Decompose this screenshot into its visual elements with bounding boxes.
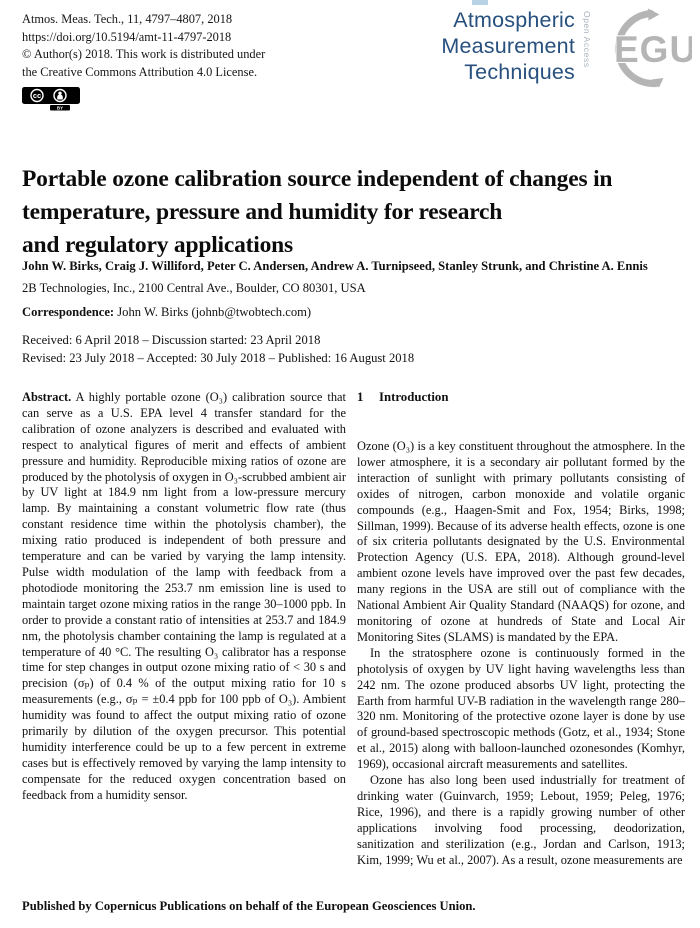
author-list: John W. Birks, Craig J. Williford, Peter C. Andersen, Andrew A. Turnipseed, Stanley Strunk, and Christine A. Ennis — [22, 259, 648, 273]
dates-received-line: Received: 6 April 2018 – Discussion started: 23 April 2018 — [22, 333, 321, 347]
title-line: Portable ozone calibration source independent of changes in — [22, 166, 613, 192]
title-line: temperature, pressure and humidity for research — [22, 199, 503, 225]
journal-name-line: Measurement — [441, 34, 575, 58]
journal-name-line: Atmospheric — [453, 8, 575, 32]
section-heading-introduction — [357, 390, 685, 405]
section-number: 1 — [357, 390, 364, 404]
intro-paragraph: Ozone has also long been used industrially for treatment of drinking water (Guinvarch, 1959; Lebout, 1959; Peleg, 1976; Rice, 1996), and there is a rapidly growing number of other applications involving food processing, deodorization, sanitization and sterilization (e.g., Jordan and Carlson, 1913; Kim, 1999; Wu et al., 2007). As a result, ozone measurements are — [357, 773, 685, 867]
egu-logo-icon — [596, 8, 692, 95]
abstract-text: A highly portable ozone (O₃) calibration source that can serve as a U.S. EPA level 4 transfer standard for the calibration of ozone analyzers is described and evaluated with respect to analytical figures of merit and effects of ambient pressure and humidity. Reproducible mixing ratios of ozone are produced by the photolysis of oxygen in O₃-scrubbed ambient air by UV light at 184.9 nm light from a low-pressure mercury lamp. By maintaining a constant volumetric flow rate (thus constant residence time within the photolysis chamber), the mixing ratio produced is independent of both pressure and temperature and can be varied by varying the lamp intensity. Pulse width modulation of the lamp with feedback from a photodiode monitoring the 253.7 nm emission line is used to maintain target ozone mixing ratios in the range 30–1000 ppb. In order to provide a constant ratio of intensities at 253.7 and 184.9 nm, the photolysis chamber containing the lamp is regulated at a temperature of 40 °C. The resulting O₃ calibrator has a response time for step changes in output ozone mixing ratio of < 30 s and precision (σₚ) of 0.4 % of the output mixing ratio for 10 s measurements (e.g., σₚ = ±0.4 ppb for 100 ppb of O₃). Ambient humidity was found to affect the output mixing ratio of ozone primarily by dilution of the oxygen precursor. This potential humidity interference could be up to a few percent in extreme cases but is effectively removed by varying the lamp intensity to compensate for the reduced oxygen concentration based on feedback from a humidity sensor. — [22, 390, 346, 802]
correspondence-line — [22, 305, 311, 320]
article-title — [22, 163, 687, 262]
title-line: and regulatory applications — [22, 232, 293, 258]
license-line-1: © Author(s) 2018. This work is distributed under — [22, 47, 266, 61]
right-column — [357, 390, 685, 868]
open-access-label: Open Access — [582, 11, 592, 68]
journal-name — [441, 7, 575, 85]
body-columns — [22, 390, 685, 868]
left-column — [22, 390, 346, 868]
svg-text:EGU: EGU — [614, 29, 692, 70]
affiliation: 2B Technologies, Inc., 2100 Central Ave., Boulder, CO 80301, USA — [22, 281, 366, 295]
dates-revised-line: Revised: 23 July 2018 – Accepted: 30 July 2018 – Published: 16 August 2018 — [22, 351, 415, 365]
top-edge-artifact — [472, 0, 488, 5]
cc-by-badge-icon[interactable] — [22, 87, 265, 117]
intro-paragraph: Ozone (O₃) is a key constituent throughout the atmosphere. In the lower atmosphere, it is a secondary air pollutant formed by the interaction of sunlight with primary pollutants consisting of oxides of nitrogen, carbon monoxide and volatile organic compounds (e.g., Haagen-Smit and Fox, 1954; Birks, 1998; Sillman, 1999). Because of its adverse health effects, ozone is one of six criteria pollutants designated by the U.S. Environmental Protection Agency (U.S. EPA, 2018). Although ground-level ambient ozone levels have improved over the past few decades, many regions in the USA are still out of compliance with the National Ambient Air Quality Standard (NAAQS) for ozone, and monitoring of ozone at hundreds of State and Local Air Monitoring Sites (SLAMS) is mandated by the EPA. — [357, 439, 685, 644]
abstract-paragraph — [22, 390, 346, 804]
correspondence-label: Correspondence: — [22, 305, 115, 319]
journal-citation: Atmos. Meas. Tech., 11, 4797–4807, 2018 — [22, 12, 233, 26]
svg-text:BY: BY — [56, 105, 64, 111]
abstract-label: Abstract. — [22, 390, 72, 404]
license-line-2: the Creative Commons Attribution 4.0 License. — [22, 64, 258, 79]
doi-link[interactable]: https://doi.org/10.5194/amt-11-4797-2018 — [22, 29, 232, 44]
correspondence-email[interactable]: John W. Birks (johnb@twobtech.com) — [114, 305, 312, 319]
publisher-footer: Published by Copernicus Publications on behalf of the European Geosciences Union. — [22, 899, 476, 913]
svg-text:cc: cc — [32, 91, 42, 100]
publication-dates — [22, 331, 414, 367]
section-title: Introduction — [379, 390, 449, 404]
journal-name-line: Techniques — [464, 60, 575, 84]
masthead-left — [22, 11, 265, 117]
intro-paragraph: In the stratosphere ozone is continuously formed in the photolysis of oxygen by UV light having wavelengths less than 242 nm. The ozone produced absorbs UV light, protecting the Earth from harmful UV-B radiation in the wavelength range 280–320 nm. Monitoring of the protective ozone layer is done by use of ground-based spectroscopic methods (Gotz, et al., 1934; Stone et al., 2015) along with balloon-launched ozonesondes (Komhyr, 1969), occasional aircraft measurements and satellites. — [357, 645, 685, 772]
